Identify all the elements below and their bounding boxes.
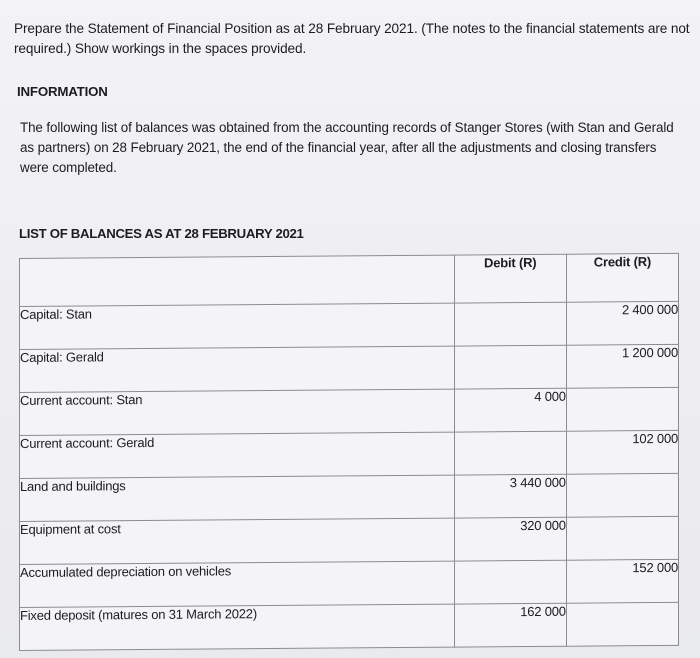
row-debit [454, 431, 566, 475]
row-label: Land and buildings [20, 475, 455, 521]
row-label: Equipment at cost [20, 518, 455, 564]
information-paragraph: The following list of balances was obtained from the accounting records of Stanger Stores (with Stan and Gerald as partners) on 28 February 2021, the end of the financial year, after all the adjustments and closing transfers were completed. [20, 120, 674, 175]
row-debit [454, 345, 566, 389]
table-row [20, 387, 679, 435]
table-row [20, 516, 679, 564]
table-header-row [20, 253, 679, 306]
row-debit [454, 560, 566, 604]
row-credit [566, 602, 678, 646]
balances-table [19, 253, 679, 651]
table-row [20, 430, 679, 478]
table-row [20, 473, 679, 521]
table-row [20, 559, 679, 607]
row-debit [454, 302, 566, 346]
description-column-header [20, 255, 455, 306]
row-label: Capital: Gerald [20, 346, 455, 392]
row-debit: 4 000 [454, 388, 566, 432]
row-credit [566, 516, 678, 560]
row-label: Fixed deposit (matures on 31 March 2022) [20, 604, 455, 650]
table-row [20, 301, 679, 349]
row-credit: 2 400 000 [566, 301, 678, 345]
debit-column-header: Debit (R) [454, 254, 566, 303]
balances-table-wrapper [19, 253, 699, 658]
row-credit [566, 473, 678, 517]
row-debit: 162 000 [454, 603, 566, 647]
row-label: Current account: Gerald [20, 432, 455, 478]
row-label: Current account: Stan [20, 389, 455, 435]
row-label: Accumulated depreciation on vehicles [20, 561, 455, 607]
table-row [20, 602, 679, 650]
information-heading: INFORMATION [17, 84, 108, 99]
row-credit [566, 387, 678, 431]
list-of-balances-title: LIST OF BALANCES AS AT 28 FEBRUARY 2021 [19, 226, 304, 241]
table-row [20, 344, 679, 392]
row-debit: 3 440 000 [454, 474, 566, 518]
row-debit: 320 000 [454, 517, 566, 561]
row-credit: 102 000 [566, 430, 678, 474]
row-credit: 1 200 000 [566, 344, 678, 388]
row-credit: 152 000 [566, 559, 678, 603]
instruction-text: Prepare the Statement of Financial Position as at 28 February 2021. (The notes to the financial statements are not required.) Show workings in the spaces provided. [14, 21, 690, 56]
credit-column-header: Credit (R) [566, 253, 678, 302]
row-label: Capital: Stan [20, 303, 455, 349]
